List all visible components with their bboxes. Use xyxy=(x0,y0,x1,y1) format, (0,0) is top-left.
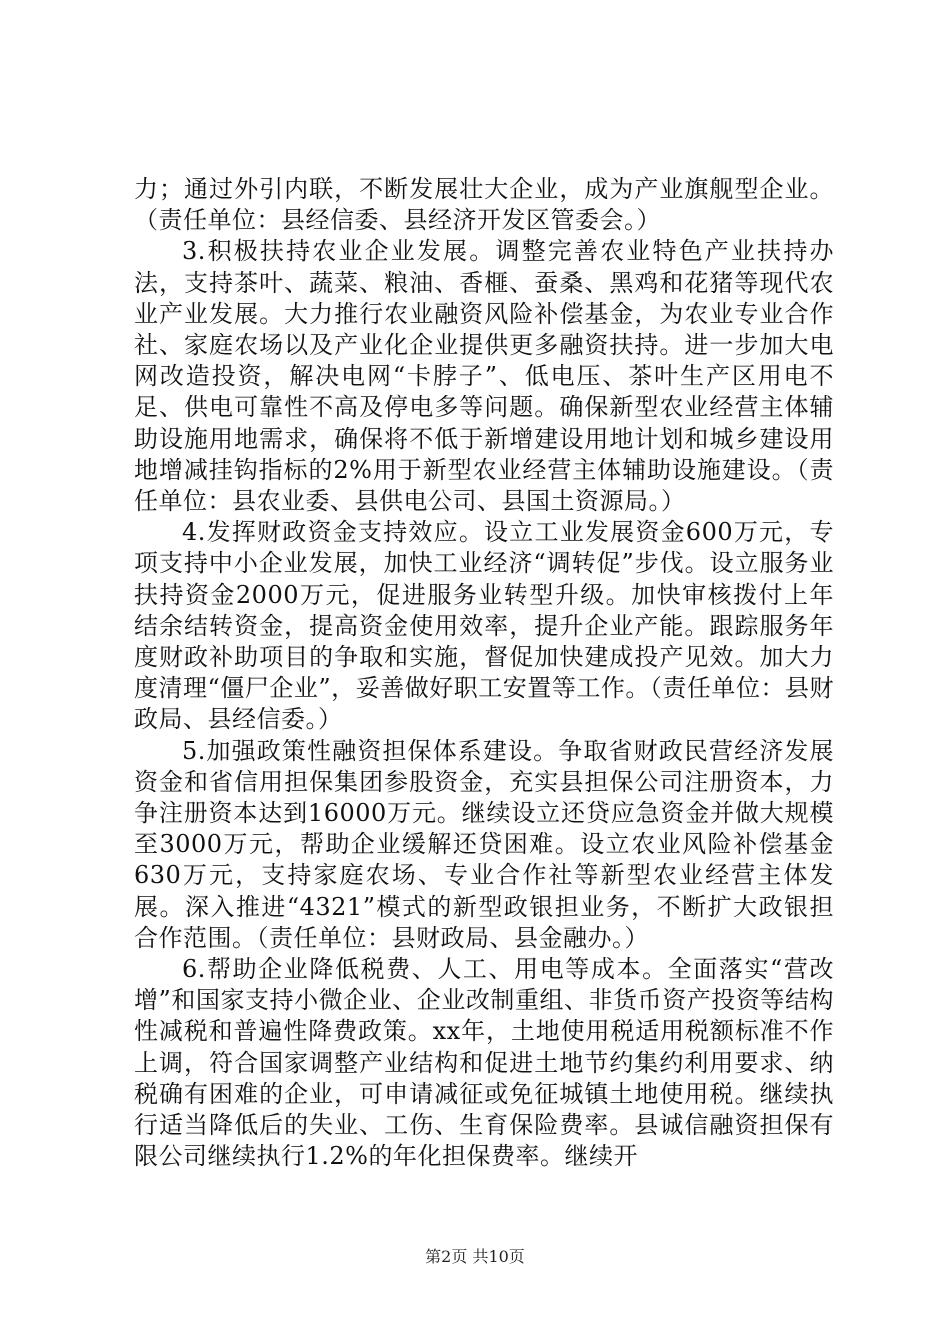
paragraph-4: 5.加强政策性融资担保体系建设。争取省财政民营经济发展资金和省信用担保集团参股资金，充实县担保公司注册资本，力争注册资本达到16000万元。继续设立还贷应急资金并做大规模至3000万元，帮助企业缓解还贷困难。设立农业风险补偿基金630万元，支持家庭农场、专业合作社等新型农业经营主体发展。深入推进“4321”模式的新型政银担业务，不断扩大政银担合作范围。（责任单位：县财政局、县金融办。） xyxy=(134,736,834,952)
paragraph-3: 4.发挥财政资金支持效应。设立工业发展资金600万元，专项支持中小企业发展，加快工业经济“调转促”步伐。设立服务业扶持资金2000万元，促进服务业转型升级。加快审核拨付上年结余结转资金，提高资金使用效率，提升企业产能。跟踪服务年度财政补助项目的争取和实施，督促加快建成投产见效。加大力度清理“僵尸企业”，妥善做好职工安置等工作。（责任单位：县财政局、县经信委。） xyxy=(134,518,834,734)
paragraph-1: 力；通过外引内联，不断发展壮大企业，成为产业旗舰型企业。（责任单位：县经信委、县经济开发区管委会。） xyxy=(134,175,834,235)
page-number-footer: 第2页 共10页 xyxy=(425,1247,525,1266)
document-body xyxy=(134,174,834,1173)
paragraph-2: 3.积极扶持农业企业发展。调整完善农业特色产业扶持办法，支持茶叶、蔬菜、粮油、香榧、蚕桑、黑鸡和花猪等现代农业产业发展。大力推行农业融资风险补偿基金，为农业专业合作社、家庭农场以及产业化企业提供更多融资扶持。进一步加大电网改造投资，解决电网“卡脖子”、低电压、茶叶生产区用电不足、供电可靠性不高及停电多等问题。确保新型农业经营主体辅助设施用地需求，确保将不低于新增建设用地计划和城乡建设用地增减挂钩指标的2%用于新型农业经营主体辅助设施建设。（责任单位：县农业委、县供电公司、县国土资源局。） xyxy=(134,237,834,516)
paragraph-5: 6.帮助企业降低税费、人工、用电等成本。全面落实“营改增”和国家支持小微企业、企业改制重组、非货币资产投资等结构性减税和普遍性降费政策。xx年，土地使用税适用税额标准不作上调，符合国家调整产业结构和促进土地节约集约利用要求、纳税确有困难的企业，可申请减征或免征城镇土地使用税。继续执行适当降低后的失业、工伤、生育保险费率。县诚信融资担保有限公司继续执行1.2%的年化担保费率。继续开 xyxy=(134,955,834,1171)
